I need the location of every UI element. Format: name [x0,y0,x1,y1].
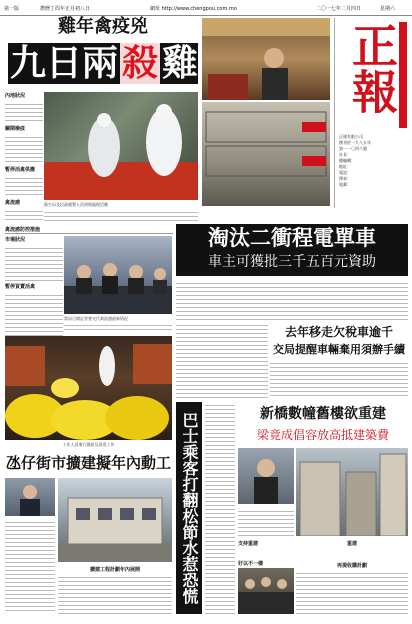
info-line: 電話： [339,170,351,175]
bottom-right-text-b [296,570,408,614]
market-building-photo [58,478,172,562]
market-photo-bottom [202,102,330,206]
bottom-right-text-a [238,508,294,536]
info-line: 總編輯： [339,158,355,163]
info-line: 創刊於一九八五年 [339,140,371,145]
info-line: 地址： [339,164,351,169]
bottom-right-subhead: 梁竟成倡容放高抵建築費 [256,428,389,442]
vertical-story-text [205,402,235,614]
lead-text-lines [44,209,198,223]
lead-text-column [5,92,43,222]
meeting-photo [64,236,172,314]
info-line: 電郵： [339,182,351,187]
feature1-headline: 淘汰二衝程電單車 [208,225,376,250]
poultry-caption: 工作人員進行撲殺及消毒工作 [62,442,115,447]
poultry-art [5,336,172,440]
left-head-a: 市場狀況 [5,237,26,243]
side-label-1: 支持重建 [238,541,259,547]
bottom-right-headline: 新橋數幢舊樓欲重建 [260,406,386,422]
weekday: 星期六 [380,6,396,12]
info-line: 傳真： [339,176,351,181]
lead-headline-main-a: 九日兩 [10,43,119,84]
feature1-banner [176,224,408,276]
info-line: 社長： [339,152,351,157]
side-head-4: 禽流感 [5,200,21,206]
bottom-left-headline: 氹仔街市擴建擬年內動工 [5,454,171,472]
group-photo [238,568,294,614]
market-photo-art [202,18,330,100]
old-buildings-art [296,448,408,536]
worker-hood-1 [97,113,111,127]
section-head: 禽流感防控措施 [5,226,173,234]
market-photo-top [202,18,330,100]
page-header [0,0,412,16]
poultry-photo [5,336,172,440]
side-head-1: 內地狀況 [5,93,26,99]
side-head-3: 暫停活禽供應 [5,167,36,173]
side-label-3: 重建 [346,541,357,547]
left-text-block [5,236,63,332]
lunar-date: 農曆丁酉年正月初八日 [40,6,91,12]
lead-photo [44,92,198,200]
side-head-2: 關閘檢疫 [5,126,26,132]
info-line: 第一一〇四八號 [339,146,367,151]
feature2-text [270,360,408,398]
speaker-photo [238,448,294,504]
side-label-4: 再提收購計劃 [336,563,367,569]
lead-photo-art [44,92,198,200]
feature1-subhead: 車主可獲批三千五百元資助 [208,254,376,270]
feature1-left-text [176,322,268,398]
lead-caption: 衛生局及民政總署人員到場處理活雞 [44,202,108,207]
left-head-b: 暫停買賣活禽 [5,284,36,290]
vertical-headline: 巴士乘客打翻松節水惹恐慌 [180,412,199,604]
lead-headline-main-b: 雞 [160,43,198,84]
info-line: 正報有限公司 [339,134,363,139]
building-art [58,478,172,562]
vertical-banner [176,402,202,614]
feature2-headline-2: 交局提醒車輛棄用須辦手續 [273,343,405,356]
logo-bar [399,22,407,128]
bottom-left-subhead: 擴建工程計劃年內展開 [89,567,140,573]
masthead-info [339,134,405,188]
issue-date: 二〇一七年二月四日 [316,6,362,12]
official-photo [5,478,55,516]
meeting-art [64,236,172,314]
lead-headline-main [8,40,198,88]
side-label-2: 好以不一樣 [238,561,264,567]
bottom-left-text-a [5,519,55,614]
worker-hood-2 [156,104,172,120]
cages-art [202,102,330,206]
lead-headline-emph: 殺 [122,43,159,84]
page-number: 第一版 [4,6,20,12]
website: 網址 http://www.chengpou.com.mo [150,6,237,12]
feature2-headline-1: 去年移走欠稅車逾千 [284,325,393,339]
meeting-caption: 當局召開記者會交代禽流感最新情況 [64,316,128,321]
newspaper-logo: 正報 [345,22,399,114]
feature1-text [176,280,408,320]
old-buildings-photo [296,448,408,536]
masthead [334,18,408,208]
lead-headline-top: 雞年禽疫兇 [58,16,148,37]
bottom-left-text-b [58,574,172,614]
